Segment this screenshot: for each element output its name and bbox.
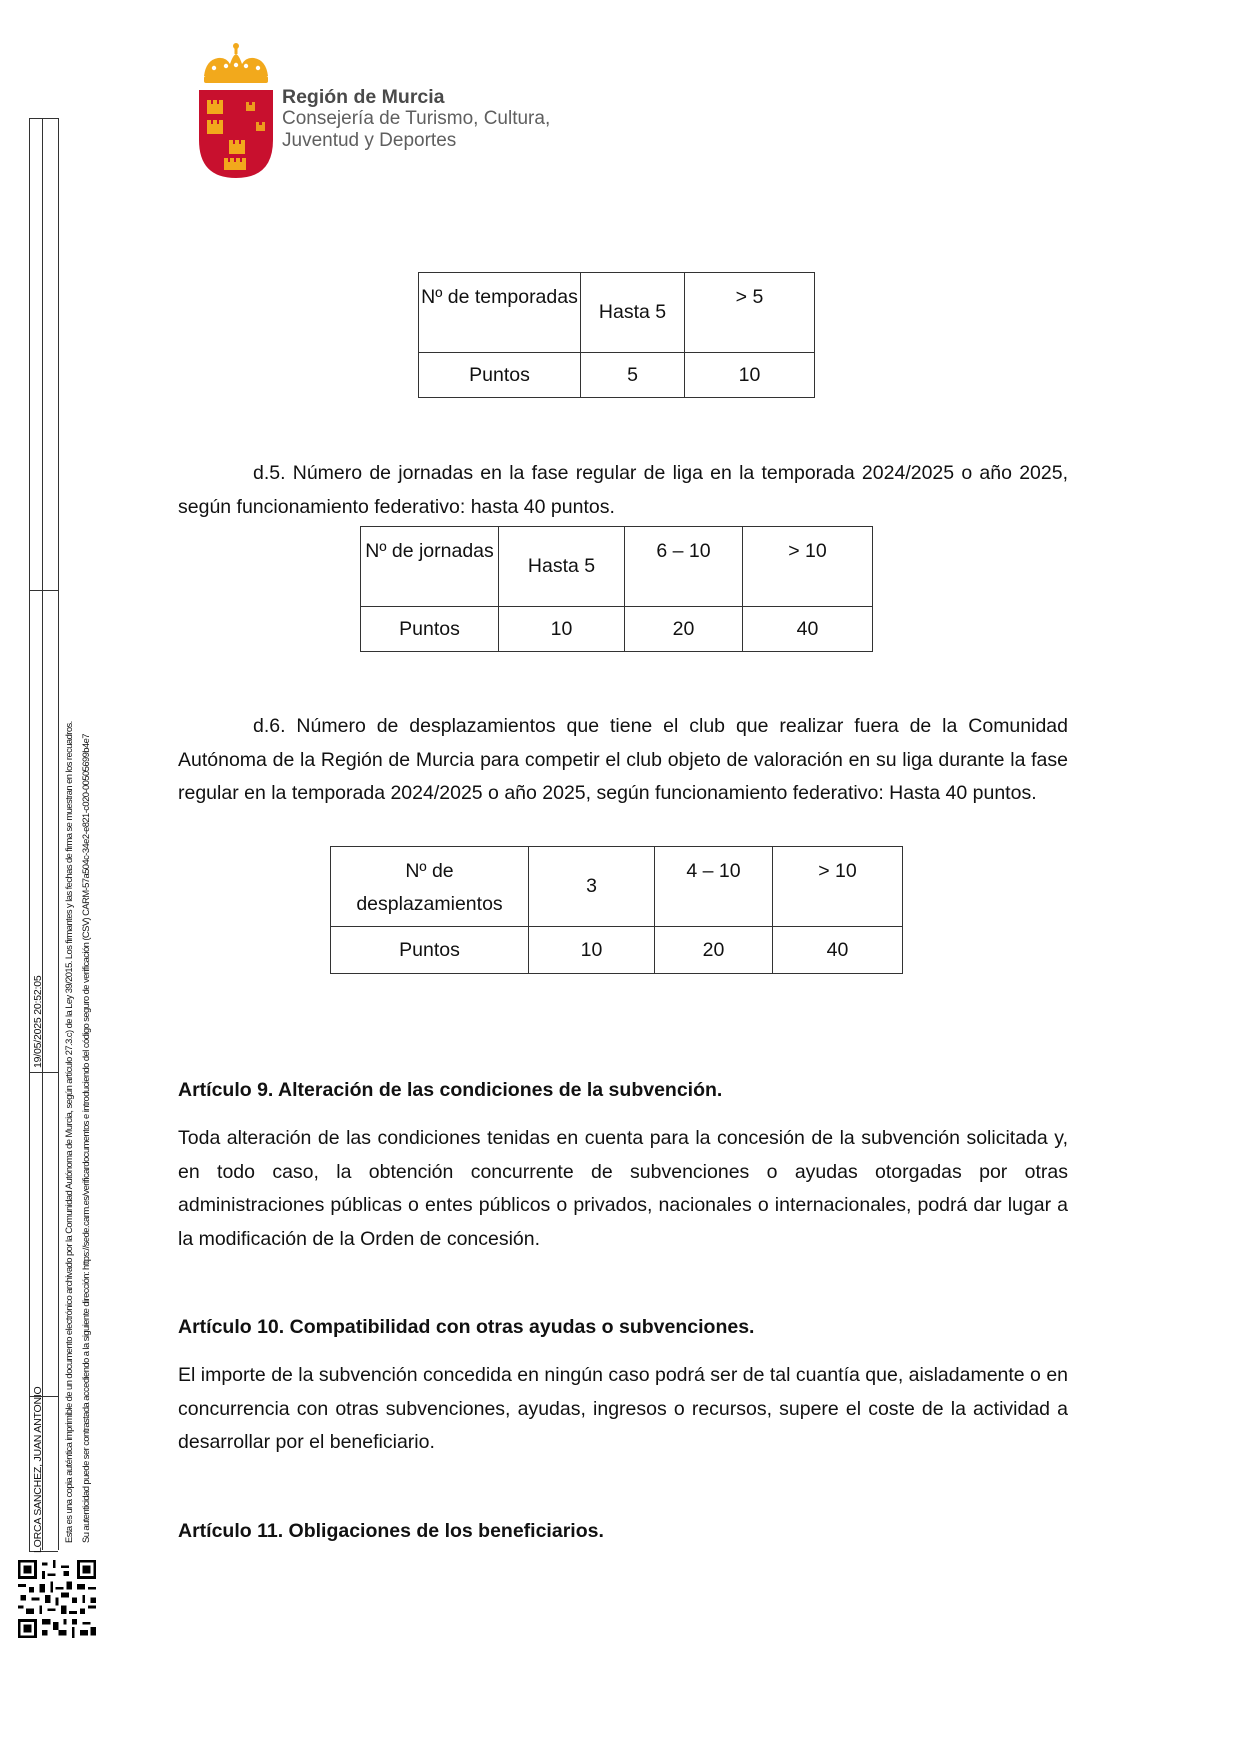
article-9-title: Artículo 9. Alteración de las condiciones de la subvención. bbox=[178, 1079, 723, 1101]
table-cell: 40 bbox=[773, 927, 903, 974]
article-10-title: Artículo 10. Compatibilidad con otras ayudas o subvenciones. bbox=[178, 1316, 755, 1338]
strip-divider bbox=[29, 590, 58, 591]
table-header-cell: Hasta 5 bbox=[581, 273, 685, 353]
table-jornadas bbox=[360, 526, 873, 652]
table-header-cell: > 5 bbox=[685, 273, 815, 353]
table-cell: 10 bbox=[685, 353, 815, 398]
table-cell: Puntos bbox=[361, 607, 499, 652]
verification-qr-code-icon bbox=[18, 1560, 96, 1638]
table-cell: 10 bbox=[499, 607, 625, 652]
strip-divider bbox=[29, 1072, 58, 1073]
org-department-line-2: Juventud y Deportes bbox=[282, 130, 457, 151]
org-department-line-1: Consejería de Turismo, Cultura, bbox=[282, 108, 551, 129]
table-desplazamientos bbox=[330, 846, 903, 974]
table-header-cell: 3 bbox=[529, 847, 655, 927]
signature-strip-inner-border bbox=[42, 118, 59, 1550]
table-header-cell: 6 – 10 bbox=[625, 527, 743, 607]
table-header-cell: 4 – 10 bbox=[655, 847, 773, 927]
region-murcia-coat-of-arms-icon bbox=[196, 40, 276, 180]
table-header-cell: > 10 bbox=[773, 847, 903, 927]
signer-name: LORCA SANCHEZ, JUAN ANTONIO bbox=[32, 1386, 44, 1553]
article-9-body: Toda alteración de las condiciones tenidas en cuenta para la concesión de la subvención solicitada y, en todo caso, la obtención concurrente de subvenciones o ayudas otorgadas por otras administraciones públicas o entes públicos o privados, nacionales o internacionales, podrá dar lugar a la modificación de la Orden de concesión. bbox=[178, 1127, 1068, 1250]
org-name-line: Región de Murcia bbox=[282, 86, 445, 108]
table-cell: 20 bbox=[655, 927, 773, 974]
paragraph-d5: d.5. Número de jornadas en la fase regular de liga en la temporada 2024/2025 o año 2025, según funcionamiento federativo: hasta 40 puntos. bbox=[178, 462, 1068, 518]
table-header-cell: > 10 bbox=[743, 527, 873, 607]
table-header-cell: Hasta 5 bbox=[499, 527, 625, 607]
table-cell: 20 bbox=[625, 607, 743, 652]
table-temporadas bbox=[418, 272, 815, 398]
article-11-title: Artículo 11. Obligaciones de los beneficiarios. bbox=[178, 1520, 604, 1542]
table-header-cell: Nº de jornadas bbox=[361, 527, 499, 607]
table-cell: 40 bbox=[743, 607, 873, 652]
table-header-cell: Nº de desplazamientos bbox=[331, 847, 529, 927]
legal-notice-line-1: Esta es una copia auténtica imprimible de un documento electrónico archivado por la Comunidad Autónoma de Murcia, según artículo 27.3.c) de la Ley 39/2015. Los firmantes y las fechas de firma se muestran en los recuadros. bbox=[63, 721, 74, 1543]
table-header-cell: Nº de temporadas bbox=[419, 273, 581, 353]
table-cell: Puntos bbox=[331, 927, 529, 974]
legal-notice-line-2: Su autenticidad puede ser contrastada accediendo a la siguiente dirección: https://sede.carm.es/verificardocumentos e introduciendo del código seguro de verificación (CSV) CARM-57a504c-34e2-e821-c020-00505699b4e7 bbox=[80, 734, 91, 1543]
table-cell: 5 bbox=[581, 353, 685, 398]
table-cell: 10 bbox=[529, 927, 655, 974]
organization-name bbox=[282, 86, 550, 152]
table-cell: Puntos bbox=[419, 353, 581, 398]
signature-date: 19/05/2025 20:52:05 bbox=[32, 975, 44, 1068]
paragraph-d6: d.6. Número de desplazamientos que tiene el club que realizar fuera de la Comunidad Autónoma de la Región de Murcia para competir el club objeto de valoración en su liga durante la fase regular en la temporada 2024/2025 o año 2025, según funcionamiento federativo: Hasta 40 puntos. bbox=[178, 715, 1068, 804]
article-10-body: El importe de la subvención concedida en ningún caso podrá ser de tal cuantía que, aisladamente o en concurrencia con otras subvenciones, ayudas, ingresos o recursos, supere el coste de la actividad a desarrollar por el beneficiario. bbox=[178, 1364, 1069, 1453]
